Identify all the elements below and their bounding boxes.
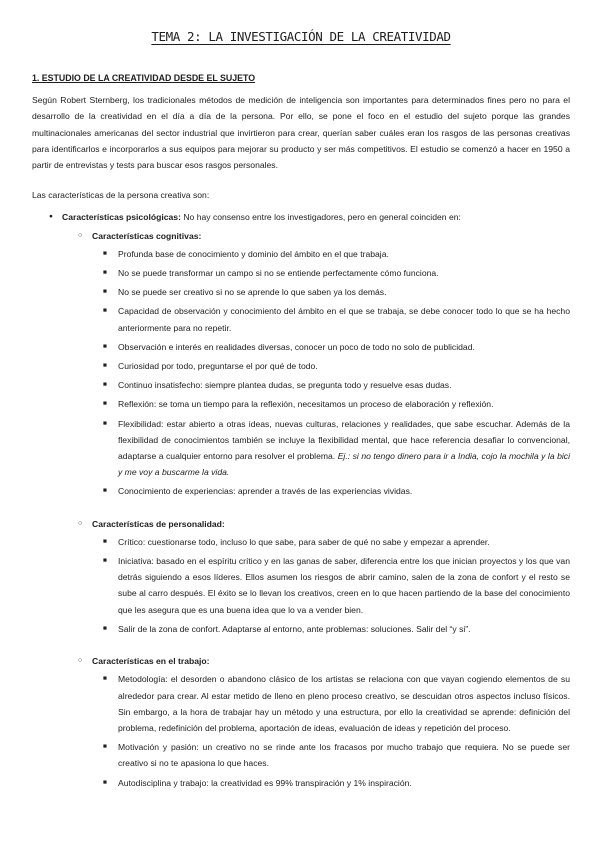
cognitive-items — [92, 246, 570, 500]
list-item: ■ Crítico: cuestionarse todo, incluso lo que sabe, para saber de qué no sabe y empezar a aprender. — [92, 534, 570, 550]
list-item: ■ Metodología: el desorden o abandono clásico de los artistas se relaciona con que vayan cogiendo elementos de su alrededor para crear. Al estar metido de lleno en pleno proceso creativo, se descuidan otros aspectos incluso físicos. Sin embargo, a la hora de trabajar hay un método y una estructura, por ello la creatividad se aprende: definición del problema, redefinición del problema, aportación de ideas, evaluación de ideas y repetición del proceso. — [92, 671, 570, 736]
list-item-psychological — [32, 209, 570, 790]
list-item: ■ Salir de la zona de confort. Adaptarse al entorno, ante problemas: soluciones. Salir del “y si”. — [92, 621, 570, 637]
lead-sentence: Las características de la persona creativa son: — [32, 190, 210, 201]
sublist — [62, 228, 570, 791]
personality-label: Características de personalidad: — [92, 518, 225, 529]
list-item: ■ Capacidad de observación y conocimiento del ámbito en el que se trabaja, se debe conocer todo lo que se ha hecho anteriormente para no repetir. — [92, 303, 570, 335]
list-item: ■ Autodisciplina y trabajo: la creatividad es 99% transpiración y 1% inspiración. — [92, 775, 570, 791]
personality-items — [92, 534, 570, 637]
list-item: ■ Motivación y pasión: un creativo no se rinde ante los fracasos por mucho trabajo que requiera. No se puede ser creativo si no te apasiona lo que haces. — [92, 739, 570, 771]
list-item: ■ Profunda base de conocimiento y dominio del ámbito en el que trabaja. — [92, 246, 570, 262]
list-item-cognitive — [62, 228, 570, 500]
work-items — [92, 671, 570, 790]
section-heading: 1. ESTUDIO DE LA CREATIVIDAD DESDE EL SUJETO — [32, 73, 256, 83]
psychological-text: No hay consenso entre los investigadores, pero en general coinciden en: — [180, 212, 461, 223]
list-item: ■ No se puede transformar un campo si no se entiende perfectamente cómo funciona. — [92, 265, 570, 281]
list-item: ■ Observación e interés en realidades diversas, conocer un poco de todo no solo de publicidad. — [92, 339, 570, 355]
flexibility-text: Flexibilidad: estar abierto a otras ideas, nuevas culturas, relaciones y realidades, que sabe escuchar. Además de la flexibilidad de conocimientos también se incluye la flexibilidad mental, que hace referencia desafiar lo convencional, adaptarse a cualquier entorno para resolver el problema. — [118, 418, 570, 462]
page-title: TEMA 2: LA INVESTIGACIÓN DE LA CREATIVIDAD — [151, 29, 451, 44]
intro-paragraph: Según Robert Sternberg, los tradicionales métodos de medición de inteligencia son importantes para determinados fines pero no para el desarrollo de la creatividad en el día a día de la persona. Por ello, se pone el foco en el estudio del sujeto porque las grandes multinacionales americanas del sector industrial que invirtieron para crear, querían saber cuáles eran los rasgos de las personas creativas para identificarlos e incorporarlos a sus equipos para mejorar su producto y ser más competitivos. El estudio se comenzó a hacer en 1950 a partir de entrevistas y tests para buscar esos rasgos personales. — [32, 95, 570, 171]
list-item: ■ No se puede ser creativo si no se aprende lo que saben ya los demás. — [92, 284, 570, 300]
list-item-flexibility — [92, 416, 570, 481]
list-item: ■ Reflexión: se toma un tiempo para la reflexión, necesitamos un proceso de elaboración y reflexión. — [92, 396, 570, 412]
flexibility-example: Ej.: si no tengo dinero para ir a India, cojo la mochila y la bici y me voy a buscarme la vida. — [118, 451, 570, 478]
list-item: ■ Curiosidad por todo, preguntarse el por qué de todo. — [92, 358, 570, 374]
list-item-work — [62, 653, 570, 791]
psychological-label: Características psicológicas: — [62, 212, 181, 223]
characteristics-list — [32, 209, 570, 790]
work-label: Características en el trabajo: — [92, 656, 210, 667]
list-item-personality — [62, 516, 570, 637]
cognitive-label: Características cognitivas: — [92, 230, 202, 241]
list-item: ■ Conocimiento de experiencias: aprender a través de las experiencias vividas. — [92, 483, 570, 499]
list-item: ■ Continuo insatisfecho: siempre plantea dudas, se pregunta todo y resuelve esas dudas. — [92, 377, 570, 393]
list-item: ■ Iniciativa: basado en el espíritu crítico y en las ganas de saber, diferencia entre los que inician proyectos y los que van detrás siguiendo a esos líderes. Ellos asumen los riesgos de abrir camino, salen de la zona de confort y el resto se sube al carro después. El éxito se lo llevan los creativos, creen en lo que hacen partiendo de la base del conocimiento que les asegura que es una buena idea que lo va a vender bien. — [92, 553, 570, 618]
